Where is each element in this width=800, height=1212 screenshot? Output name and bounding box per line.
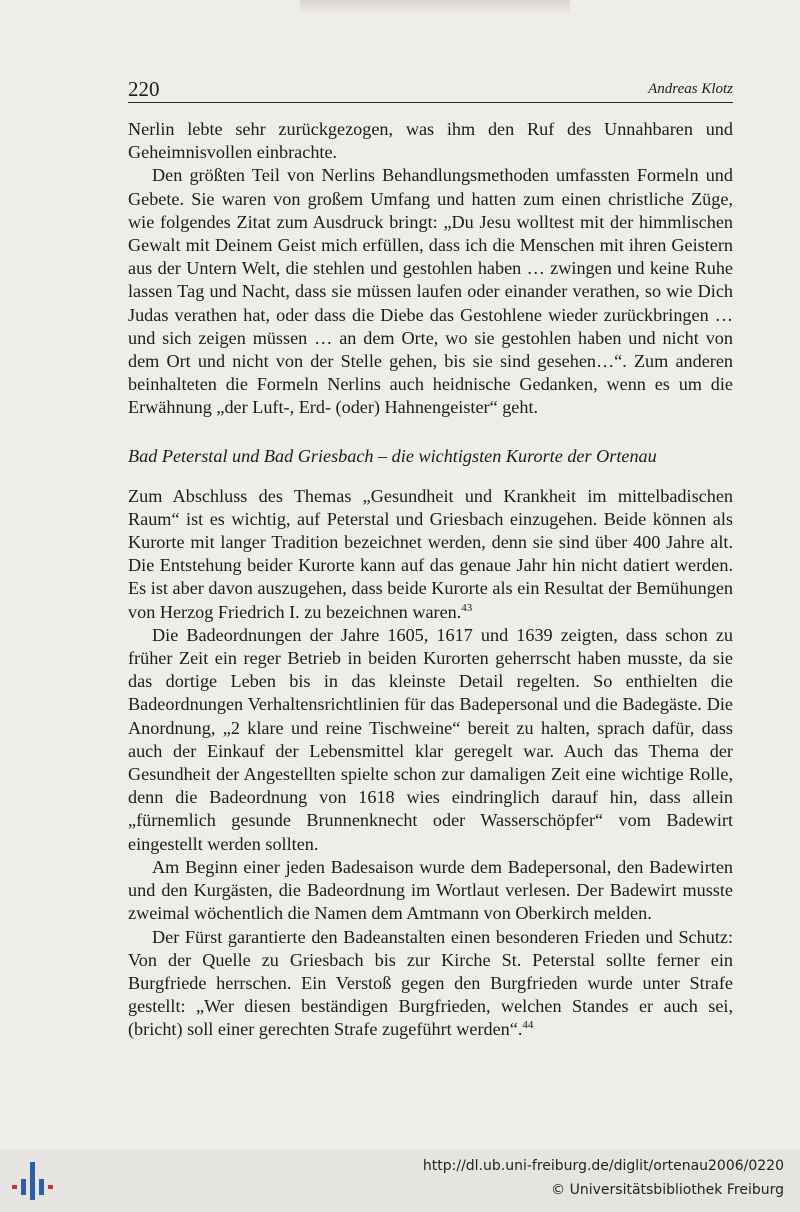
paragraph-4: Die Badeordnungen der Jahre 1605, 1617 und 1639 zeigten, dass schon zu früher Zeit ein reger Betrieb in beiden Kurorten geherrscht haben musste, da sie das dortige Leben bis in das kleinste Detail regelten. So enthielten die Badeordnungen Verhaltensrichtlinien für das Badepersonal und die Badegäste. Die Anordnung, „2 klare und reine Tischweine“ bereit zu halten, sprach dafür, dass auch der Einkauf der Lebensmittel klar geregelt war. Auch das Thema der Gesundheit der Angestellten spielte schon zur damaligen Zeit eine wichtige Rolle, denn die Badeordnung von 1618 wies eindringlich darauf hin, dass allein „fürnemlich gesunde Brunnenknecht oder Wasserschöpfer“ vom Badewirt eingestellt werden sollten. (128, 624, 733, 854)
copyright-notice: © Universitätsbibliothek Freiburg (551, 1182, 784, 1198)
footnote-ref-44[interactable]: 44 (522, 1019, 534, 1032)
paragraph-2: Den größten Teil von Nerlins Behandlungsmethoden umfassten Formeln und Gebete. Sie waren von großem Umfang und hatten zum einen christliche Züge, wie folgendes Zitat zum Ausdruck bringt: „Du Jesu wolltest mit der himmlischen Gewalt mit Deinem Geist mich erfüllen, dass ich die Menschen mit ihren Geistern aus der Untern Welt, die stehlen und gestohlen haben … zwingen und keine Ruhe lassen Tag und Nacht, dass sie müssen laufen oder einander verathen, so wie Dich Judas verathen hat, oder dass die Diebe das Gestohlene wieder zurückbringen … und sich zeigen müssen … an dem Orte, wo sie gestohlen haben und nicht von dem Ort und nicht von der Stelle gehen, bis sie sind gesehen…“. Zum anderen beinhalteten die Formeln Nerlins auch heidnische Gedanken, wenn es um die Erwähnung „der Luft-, Erd- (oder) Hahnengeister“ geht. (128, 165, 733, 418)
bleed-through-shade (300, 0, 570, 14)
paragraph-3-text: Zum Abschluss des Themas „Gesundheit und Krankheit im mittelbadischen Raum“ ist es wichtig, auf Peterstal und Griesbach einzugehen. Beide können als Kurorte mit langer Tradition bezeichnet werden, denn sie sind über 400 Jahre alt. Die Entstehung beider Kurorte kann auf das genaue Jahr hin nicht datiert werden. Es ist aber davon auszugehen, dass beide Kurorte als ein Resultat der Bemühungen von Herzog Friedrich I. zu bezeichnen waren. (128, 485, 733, 622)
permalink-url[interactable]: http://dl.ub.uni-freiburg.de/diglit/ortenau2006/0220 (422, 1158, 784, 1174)
running-head: Andreas Klotz (648, 81, 733, 97)
paragraph-6-text: Der Fürst garantierte den Badeanstalten einen besonderen Frieden und Schutz: Von der Quelle zu Griesbach bis zur Kirche St. Peterstal sollte ferner ein Burgfriede herrschen. Ein Verstoß gegen den Burgfrieden wurde unter Strafe gestellt: „Wer diesen beständigen Burgfrieden, welchen Standes er auch sei, (bricht) soll einer gerechten Strafe zugeführt werden“. (128, 926, 733, 1040)
paragraph-5: Am Beginn einer jeden Badesaison wurde dem Badepersonal, den Badewirten und den Kurgästen, die Badeordnung im Wortlaut verlesen. Der Badewirt musste zweimal wöchentlich die Namen dem Amtmann von Oberkirch melden. (128, 856, 733, 924)
paragraph-6 (128, 926, 733, 1042)
body-text (128, 118, 733, 1042)
section-heading: Bad Peterstal und Bad Griesbach – die wichtigsten Kurorte der Ortenau (128, 445, 657, 466)
footnote-ref-43[interactable]: 43 (461, 601, 473, 614)
page-header (128, 74, 733, 103)
viewer-footer (0, 1150, 800, 1212)
paragraph-3 (128, 485, 733, 624)
ub-freiburg-logo-icon[interactable] (12, 1158, 60, 1204)
page-number: 220 (128, 77, 160, 101)
paragraph-1: Nerlin lebte sehr zurückgezogen, was ihm den Ruf des Unnahbaren und Geheimnisvollen einbrachte. (128, 119, 733, 163)
